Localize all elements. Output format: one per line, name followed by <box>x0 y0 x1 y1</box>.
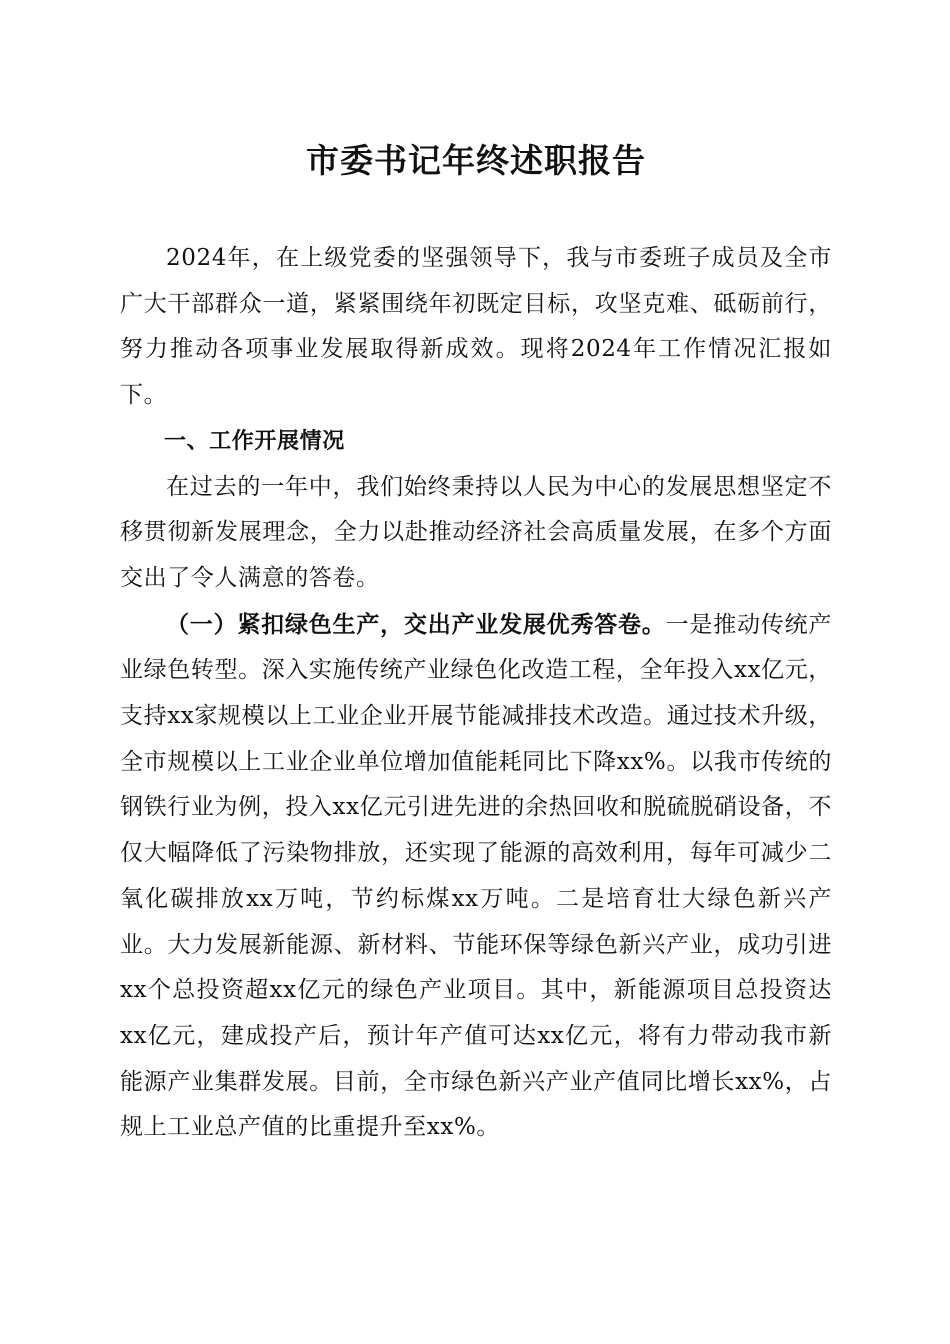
subsection-body: 一是推动传统产业绿色转型。深入实施传统产业绿色化改造工程，全年投入xx亿元，支持xx家规模以上工业企业开展节能减排技术改造。通过技术升级，全市规模以上工业企业单位增加值能耗同比下降xx%。以我市传统的钢铁行业为例，投入xx亿元引进先进的余热回收和脱硫脱硝设备，不仅大幅降低了污染物排放，还实现了能源的高效利用，每年可减少二氧化碳排放xx万吨，节约标煤xx万吨。二是培育壮大绿色新兴产业。大力发展新能源、新材料、节能环保等绿色新兴产业，成功引进xx个总投资超xx亿元的绿色产业项目。其中，新能源项目总投资达xx亿元，建成投产后，预计年产值可达xx亿元，将有力带动我市新能源产业集群发展。目前，全市绿色新兴产业产值同比增长xx%，占规上工业总产值的比重提升至xx%。 <box>120 611 832 1141</box>
document-title: 市委书记年终述职报告 <box>306 141 646 180</box>
subsection-paragraph <box>120 602 832 1151</box>
document-body <box>120 136 832 1151</box>
intro-paragraph: 2024年，在上级党委的坚强领导下，我与市委班子成员及全市广大干部群众一道，紧紧围绕年初既定目标，攻坚克难、砥砺前行，努力推动各项事业发展取得新成效。现将2024年工作情况汇报如下。 <box>120 245 832 409</box>
section-lead-paragraph: 在过去的一年中，我们始终秉持以人民为中心的发展思想坚定不移贯彻新发展理念，全力以赴推动经济社会高质量发展，在多个方面交出了令人满意的答卷。 <box>120 473 832 591</box>
subsection-lead: （一）紧扣绿色生产，交出产业发展优秀答卷。 <box>166 610 666 638</box>
section-heading: 一、工作开展情况 <box>164 428 345 454</box>
